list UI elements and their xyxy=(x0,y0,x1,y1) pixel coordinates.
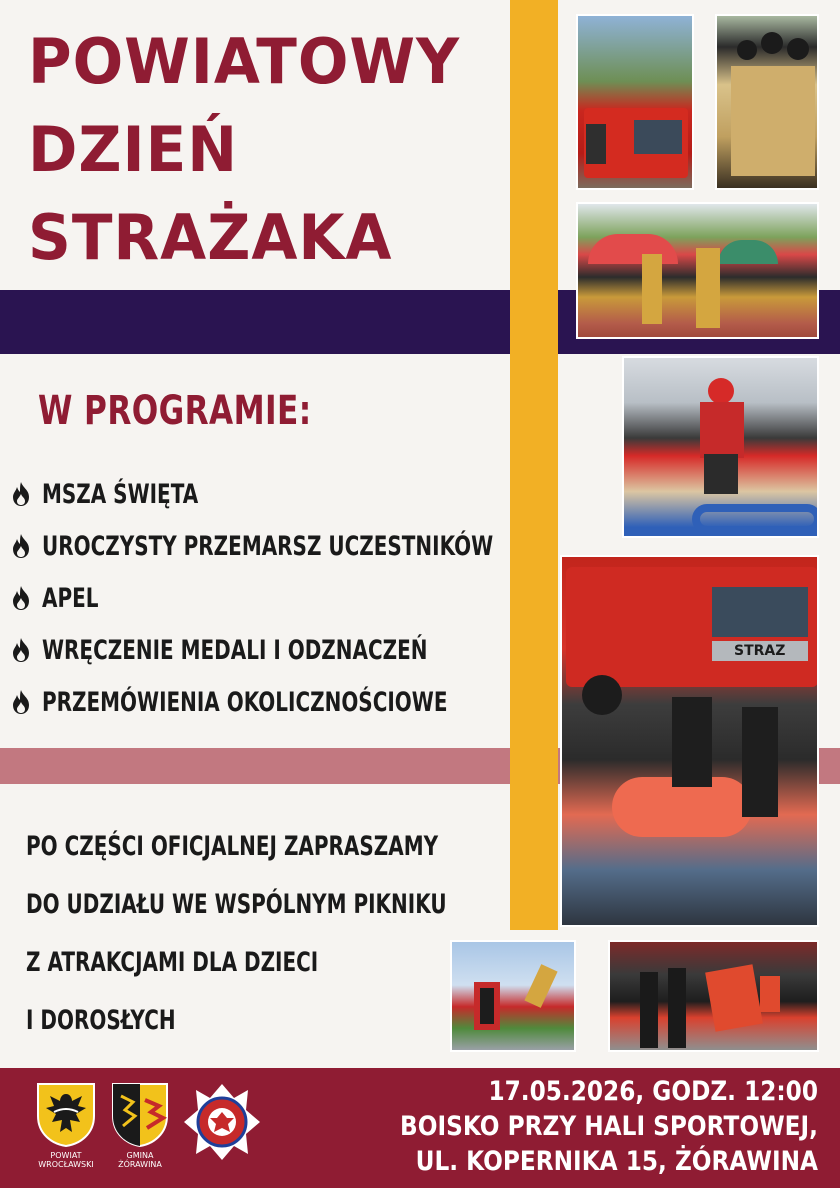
list-item xyxy=(10,520,652,572)
flame-icon xyxy=(10,689,32,715)
gmina-crest-icon xyxy=(111,1082,169,1148)
event-address: UL. KOPERNIKA 15, ŻÓRAWINA xyxy=(415,1146,818,1177)
event-datetime: 17.05.2026, GODZ. 12:00 xyxy=(488,1076,818,1107)
title-line-2: DZIEŃ xyxy=(28,113,238,186)
photo-flag-parade xyxy=(608,940,819,1052)
flame-icon xyxy=(10,481,32,507)
footer-logos xyxy=(34,1082,262,1169)
invitation-line-3: Z ATRAKCJAMI DLA DZIECI xyxy=(26,947,319,978)
programme-heading: W PROGRAMIE: xyxy=(38,388,312,434)
gmina-logo xyxy=(108,1082,172,1169)
flame-icon xyxy=(10,585,32,611)
programme-list xyxy=(10,468,652,728)
list-item xyxy=(10,676,652,728)
fire-brigade-cross-icon xyxy=(182,1082,262,1162)
programme-item-label: APEL xyxy=(42,582,99,614)
flame-icon xyxy=(10,637,32,663)
powiat-crest-icon xyxy=(36,1082,96,1148)
fire-truck-label: STRAZ xyxy=(734,643,786,659)
flame-icon xyxy=(10,533,32,559)
title-line-1: POWIATOWY xyxy=(28,25,461,98)
gmina-caption-1: GMINA xyxy=(126,1151,154,1160)
gmina-caption-2: ŻÓRAWINA xyxy=(118,1160,162,1169)
photo-running-firefighters xyxy=(576,202,819,339)
invitation-line-4: I DOROSŁYCH xyxy=(26,1005,176,1036)
powiat-caption-2: WROCŁAWSKI xyxy=(38,1160,94,1169)
yellow-strip xyxy=(510,0,558,930)
programme-item-label: MSZA ŚWIĘTA xyxy=(42,478,199,510)
programme-item-label: PRZEMÓWIENIA OKOLICZNOŚCIOWE xyxy=(42,686,448,718)
programme-item-label: WRĘCZENIE MEDALI I ODZNACZEŃ xyxy=(42,634,428,666)
event-details xyxy=(332,1074,818,1179)
powiat-caption-1: POWIAT xyxy=(50,1151,82,1160)
poster-title xyxy=(28,18,489,282)
list-item xyxy=(10,572,652,624)
picnic-invitation xyxy=(26,818,594,1050)
powiat-logo xyxy=(34,1082,98,1169)
event-venue: BOISKO PRZY HALI SPORTOWEJ, xyxy=(400,1111,818,1142)
list-item xyxy=(10,624,652,676)
photo-firefighters-lineup xyxy=(715,14,819,190)
invitation-line-2: DO UDZIAŁU WE WSPÓLNYM PIKNIKU xyxy=(26,889,447,920)
photo-fire-truck-front xyxy=(576,14,694,190)
list-item xyxy=(10,468,652,520)
invitation-line-1: PO CZĘŚCI OFICJALNEJ ZAPRASZAMY xyxy=(26,831,439,862)
programme-item-label: UROCZYSTY PRZEMARSZ UCZESTNIKÓW xyxy=(42,530,494,562)
fire-brigade-logo xyxy=(182,1082,262,1162)
title-line-3: STRAŻAKA xyxy=(28,201,393,274)
